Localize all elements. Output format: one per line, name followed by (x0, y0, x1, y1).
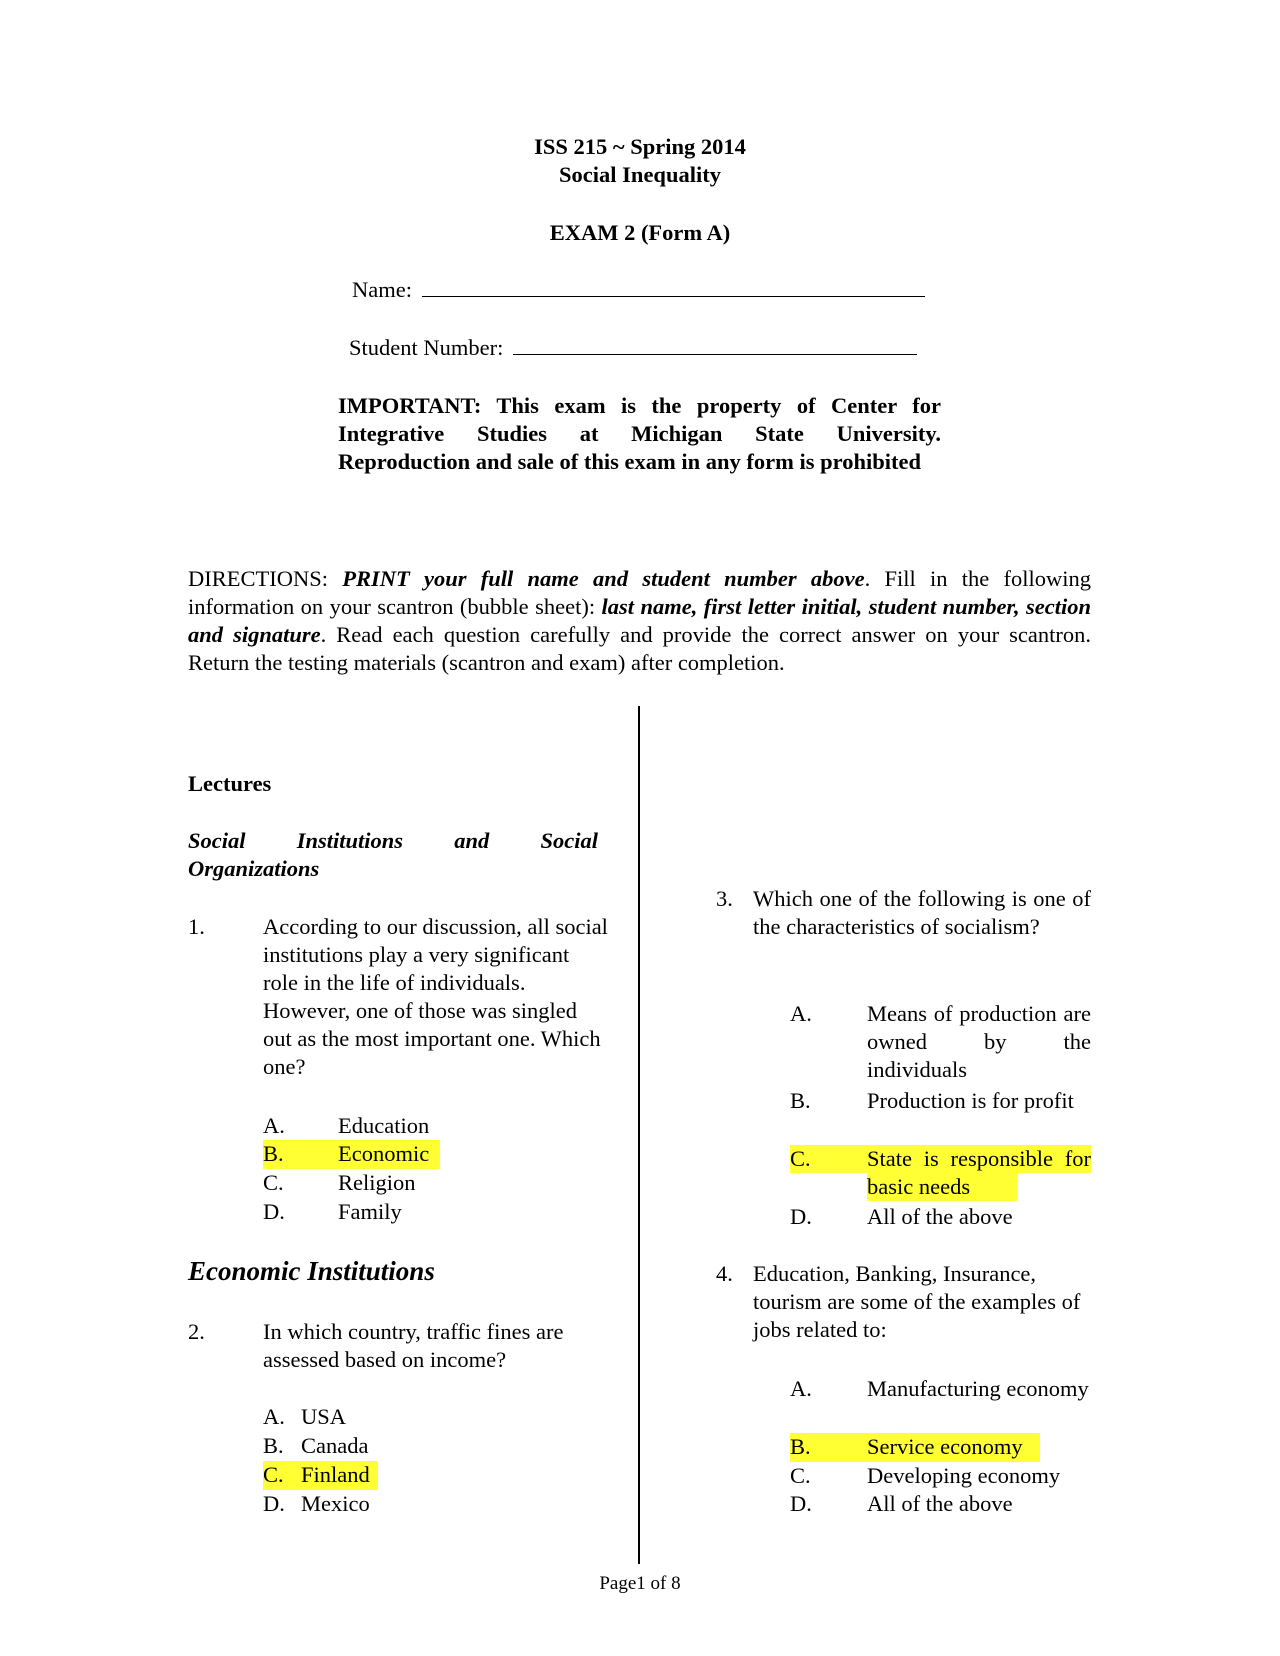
question-text: Which one of the following is one of the characteristics of socialism? (753, 886, 1091, 939)
social-institutions-heading-line2: Organizations (188, 856, 320, 881)
option-letter: D. (263, 1199, 285, 1224)
option-a[interactable] (790, 1000, 1091, 1084)
option-text: All of the above (867, 1491, 1013, 1516)
option-a[interactable] (790, 1375, 1091, 1431)
question-text: According to our discussion, all social institutions play a very significant role in the life of individuals. However, one of those was singled out as the most important one. Which one? (263, 914, 608, 1079)
option-c[interactable] (790, 1462, 1091, 1491)
option-letter: B. (790, 1088, 811, 1113)
option-text: USA (301, 1404, 347, 1429)
exam-title: EXAM 2 (Form A) (549, 220, 731, 245)
directions (188, 565, 1091, 677)
option-b[interactable] (263, 1140, 440, 1169)
question-text: In which country, traffic fines are assessed based on income? (263, 1319, 564, 1372)
option-text: Education (338, 1113, 430, 1138)
option-c[interactable] (263, 1461, 378, 1490)
option-text: Production is for profit (867, 1088, 1074, 1113)
name-field[interactable] (352, 276, 925, 304)
option-text: Service economy (867, 1434, 1023, 1459)
name-line[interactable] (422, 276, 925, 297)
option-letter: D. (790, 1491, 812, 1516)
question-number: 2. (188, 1319, 205, 1344)
social-institutions-heading-line1: Social Institutions and Social (188, 828, 598, 853)
option-d[interactable] (790, 1490, 1091, 1519)
option-text: Means of production are owned by the individuals (867, 1001, 1091, 1082)
option-text: Canada (301, 1433, 369, 1458)
question-number: 1. (188, 914, 205, 939)
column-divider (638, 706, 640, 1564)
economic-institutions-heading: Economic Institutions (188, 1256, 435, 1286)
option-text: Manufacturing economy (867, 1376, 1089, 1401)
option-letter: B. (790, 1434, 811, 1459)
directions-emphasis-print: PRINT your full name and student number above (342, 566, 865, 591)
option-text: Finland (301, 1462, 370, 1487)
option-text: State is responsible for basic needs (867, 1146, 1091, 1199)
option-letter: A. (263, 1404, 285, 1429)
option-letter: C. (263, 1170, 284, 1195)
option-text: Developing economy (867, 1463, 1061, 1488)
question-text: Education, Banking, Insurance, tourism are some of the examples of jobs related to: (753, 1261, 1081, 1342)
student-number-field[interactable] (349, 334, 917, 362)
question-number: 3. (716, 886, 733, 911)
lectures-heading: Lectures (188, 771, 272, 796)
option-text: Family (338, 1199, 402, 1224)
option-text: Religion (338, 1170, 416, 1195)
option-d[interactable] (790, 1203, 1091, 1232)
option-letter: D. (790, 1204, 812, 1229)
question-number: 4. (716, 1261, 733, 1286)
option-letter: B. (263, 1433, 284, 1458)
student-number-line[interactable] (513, 334, 917, 355)
option-letter: C. (263, 1462, 284, 1487)
course-title: ISS 215 ~ Spring 2014 (534, 134, 746, 159)
option-letter: A. (790, 1001, 812, 1026)
directions-tail: . Read each question carefully and provide the correct answer on your scantron. Return the testing materials (scantron and exam) after completion. (188, 622, 1091, 675)
option-letter: A. (263, 1113, 285, 1138)
option-letter: D. (263, 1491, 285, 1516)
option-letter: A. (790, 1376, 812, 1401)
option-text: All of the above (867, 1204, 1013, 1229)
option-b[interactable] (790, 1087, 1091, 1143)
option-text: Economic (338, 1141, 430, 1166)
directions-lead: DIRECTIONS: (188, 566, 343, 591)
option-letter: B. (263, 1141, 284, 1166)
name-label: Name: (352, 277, 412, 302)
directions-emphasis-fields: last name, first letter initial, student number, section and signature (188, 594, 1091, 647)
option-text: Mexico (301, 1491, 370, 1516)
option-letter: C. (790, 1146, 811, 1171)
option-letter: C. (790, 1463, 811, 1488)
course-subject: Social Inequality (559, 162, 721, 187)
important-notice: IMPORTANT: This exam is the property of Center for Integrative Studies at Michigan State University. Reproduction and sale of this exam in any form is prohibited (338, 393, 941, 474)
option-b[interactable] (790, 1433, 1040, 1462)
student-number-label: Student Number: (349, 335, 504, 360)
page-number: Page1 of 8 (599, 1573, 681, 1594)
directions-middle: . Fill in the following information on your scantron (bubble sheet): (188, 566, 1092, 619)
option-c[interactable] (790, 1145, 1091, 1201)
